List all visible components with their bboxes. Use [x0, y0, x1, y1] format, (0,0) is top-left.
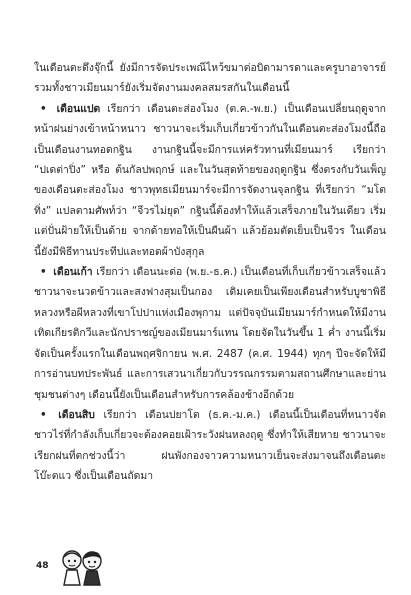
bullet-icon: • [40, 102, 47, 115]
month-heading: เดือนสิบ [58, 408, 95, 421]
children-mascot-icon [58, 548, 106, 588]
paragraph-text: เรียกว่า เดือนนะด่อ (พ.ย.-ธ.ค.) เป็นเดือนที่เก็บเกี่ยวข้าวเสร็จแล้ว ชาวนาจะนวดข้าวและสงฟางสุมเป็นกอง เดิมเคยเป็นเพียงเดือนสำหรับบูชาพิธีหลวงหรือผีหลวงที่เขาโปปาแห่งเมืองพุกาม แต่ปัจจุบันเมียนมาร์กำหนดให้มีงานเทิดเกียรติกวีและนักปราชญ์ของเมียนมาร์แทน โดยจัดในวันขึ้น 1 ค่ำ งานนี้เริ่มจัดเป็นครั้งแรกในเดือนพฤศจิกายน พ.ศ. 2487 (ค.ศ. 1944) ทุกๆ ปีจะจัดให้มีการอ่านบทประพันธ์ และการเสวนาเกี่ยวกับวรรณกรรมตามสถานศึกษาและย่านชุมชนต่างๆ เดือนนี้ยังเป็นเดือนสำหรับการคล้องช้างอีกด้วย [34, 266, 386, 401]
page-number: 48 [36, 561, 49, 571]
month-heading: เดือนแปด [56, 102, 101, 115]
paragraph-month-nine [34, 262, 386, 405]
paragraph-intro [34, 58, 386, 99]
bullet-icon: • [40, 266, 47, 279]
paragraph-text: เรียกว่า เดือนตะส่องโมง (ต.ค.-พ.ย.) เป็นเดือนเปลี่ยนฤดูจากหน้าฝนย่างเข้าหน้าหนาว ชาวนาจะเริ่มเก็บเกี่ยวข้าวกันในเดือนตะส่องโมงนี้ถือเป็นเดือนงานทอดกฐิน งานกฐินนี้จะมีการแห่ครัวทานที่เมียนมาร์ เรียกว่า “ปเดต่าปิ่ง” หรือ ต้นกัลปพฤกษ์ และในวันสุดท้ายของฤดูกฐิน ซึ่งตรงกับวันเพ็ญของเดือนตะส่องโมง ชาวพุทธเมียนมาร์จะมีการจัดงานจุลกฐิน ที่เรียกว่า “มโตทิ่ง” แปลตามศัพท์ว่า “จีวรไม่ยุด” กฐินนี้ต้องทำให้แล้วเสร็จภายในวันเดียว เริ่มแต่ปั่นฝ้ายให้เป็นด้าย จากด้ายทอให้เป็นผืนผ้า แล้วย้อมตัดเย็บเป็นจีวร ในเดือนนี้ยังมีพิธีทานประทีปและทอดผ้าบังสุกุล [34, 102, 386, 258]
paragraph-month-ten [34, 405, 386, 487]
bullet-icon: • [40, 408, 47, 421]
body-text [34, 58, 386, 487]
month-heading: เดือนเก้า [53, 266, 93, 279]
paragraph-text: เรียกว่า เดือนปยาโต (ธ.ค.-ม.ค.) เดือนนี้เป็นเดือนที่หนาวจัด ชาวไร่ที่กำลังเก็บเกี่ยวจะต้องคอยเฝ้าระวังฝนหลงฤดู ซึ่งทำให้เสียหาย ชาวนาจะเรียกฝนที่ตกช่วงนี้ว่า ฝนพังกองจาวความหนาวเย็นจะส่งมาจนถึงเดือนตะโบ๊ะตแว ซึ่งเป็นเดือนถัดมา [34, 408, 386, 483]
paragraph-text: ในเดือนตะดึงจุ๊กนี้ ยังมีการจัดประเพณีไหว้ขมาต่อบิดามารดาและครูบาอาจารย์ รวมทั้งชาวเมียนมาร์ยังเริ่มจัดงานมงคลสมรสกันในเดือนนี้ [34, 62, 386, 95]
page-footer [36, 548, 156, 588]
paragraph-month-eight [34, 99, 386, 262]
